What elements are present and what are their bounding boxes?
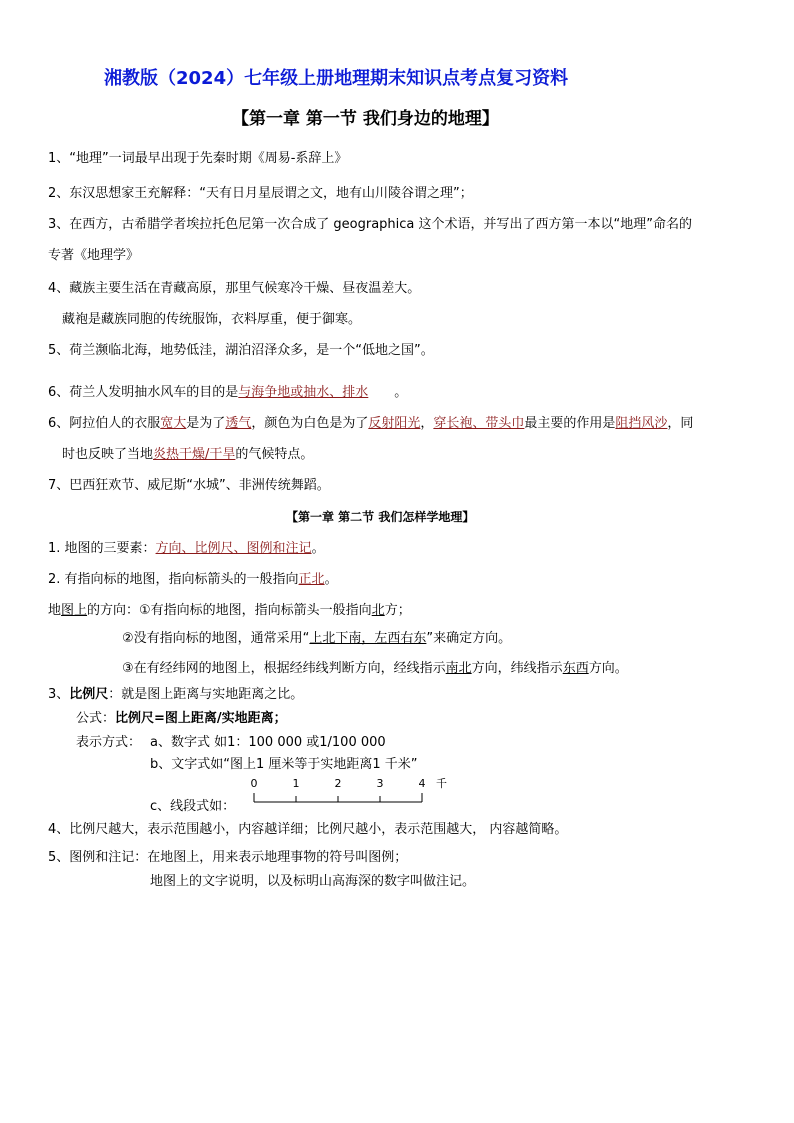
direction-seg-a: 地 [48,603,62,618]
direction-seg-b: 图上 [61,603,88,618]
scale-unit: 千 [436,777,447,790]
direction-line-2 [122,630,511,648]
line-6 [48,384,407,402]
section-heading-2: 【第一章 第二节 我们怎样学地理】 [286,510,475,524]
line-scale-bar [250,776,447,806]
direction3-seg-d: 东西 [562,661,589,676]
line-7-seg-i: 最主要的作用是 [524,416,616,431]
direction2-seg-c: ”来确定方向。 [426,631,512,646]
direction3-seg-e: 方向。 [588,661,628,676]
direction3-seg-c: 方向，纬线指示 [471,661,563,676]
scale-def-text: ：就是图上距离与实地距离之比。 [108,687,304,702]
map-line-1 [48,540,325,558]
map-line-2-suffix: 。 [324,572,338,587]
legend-note-a: 5、图例和注记：在地图上，用来表示地理事物的符号叫图例； [48,850,408,865]
line-1: 1、“地理”一词最早出现于先秦时期《周易-系辞上》 [48,151,348,166]
direction-line-3 [122,660,628,678]
direction3-seg-a: ③在有经纬网的地图上，根据经纬线判断方向，经线指示 [122,661,446,676]
direction3-seg-b: 南北 [445,661,472,676]
line-8: 7、巴西狂欢节、威尼斯“水城”、非洲传统舞蹈。 [48,478,330,493]
direction2-seg-a: ②没有指向标的地图，通常采用“ [122,631,310,646]
line-7b-seg-c: 的气候特点。 [235,447,314,462]
formula-label: 公式： [76,711,116,726]
representation-c: c、线段式如： [150,799,236,814]
document-title: 湘教版（2024）七年级上册地理期末知识点考点复习资料 [104,68,569,89]
scale-tick-3: 3 [376,777,384,790]
scale-def-num: 3、 [48,687,70,702]
legend-note-b: 地图上的文字说明，以及标明山高海深的数字叫做注记。 [150,874,476,889]
line-4b: 藏袍是藏族同胞的传统服饰，衣料厚重，便于御寒。 [62,312,362,327]
line-3b: 专著《地理学》 [48,248,140,263]
line-7-seg-g: ， [420,416,434,431]
answer-robe-turban: 穿长袍、带头巾 [433,416,525,431]
answer-hot-dry: 炎热干燥/干旱 [153,447,236,462]
direction-line-1 [48,602,411,620]
line-7 [48,415,693,433]
representation-label: 表示方式： [76,735,142,750]
direction-seg-c: 的方向：①有指向标的地图，指向标箭头一般指向 [87,603,372,618]
line-5: 5、荷兰濒临北海，地势低洼，湖泊沼泽众多，是一个“低地之国”。 [48,343,434,358]
line-7b-seg-a: 时也反映了当地 [62,447,154,462]
answer-reflect-sun: 反射阳光 [368,416,421,431]
line-6-suffix: 。 [394,385,408,400]
map-line-2-prefix: 2. 有指向标的地图，指向标箭头的一般指向 [48,572,299,587]
line-3a: 3、在西方，古希腊学者埃拉托色尼第一次合成了 geographica 这个术语，并写出了西方第一本以“地理”命名的 [48,217,692,232]
answer-north: 正北 [298,572,325,587]
formula-text: 比例尺=图上距离/实地距离； [115,711,287,726]
direction2-seg-b: 上北下南，左西右东 [309,631,427,646]
answer-three-elements: 方向、比例尺、图例和注记 [155,541,312,556]
section-heading-1: 【第一章 第一节 我们身边的地理】 [232,109,499,129]
representation-b: b、文字式如“图上1 厘米等于实地距离1 千米” [150,757,418,772]
line-7-seg-c: 是为了 [186,416,226,431]
line-7-seg-a: 6、阿拉伯人的衣服 [48,416,161,431]
map-line-1-suffix: 。 [311,541,325,556]
line-7-seg-k: ，同 [667,416,694,431]
answer-loose: 宽大 [160,416,187,431]
scale-tick-0: 0 [250,777,258,790]
scale-tick-4: 4 [418,777,426,790]
direction-seg-e: 方； [384,603,411,618]
direction-seg-d: 北 [371,603,385,618]
line-4a: 4、藏族主要生活在青藏高原，那里气候寒冷干燥、昼夜温差大。 [48,281,421,296]
scale-size-note: 4、比例尺越大，表示范围越小，内容越详细；比例尺越小，表示范围越大， 内容越简略。 [48,822,568,837]
scale-definition [48,686,303,704]
answer-breathable: 透气 [225,416,252,431]
map-line-1-prefix: 1. 地图的三要素： [48,541,156,556]
answer-block-sand: 阻挡风沙 [615,416,668,431]
answer-windmill: 与海争地或抽水、排水 [238,385,369,400]
scale-def-term: 比例尺 [69,687,109,702]
line-2: 2、东汉思想家王充解释：“天有日月星辰谓之文，地有山川陵谷谓之理”； [48,186,473,201]
scale-tick-1: 1 [292,777,300,790]
scale-tick-2: 2 [334,777,342,790]
map-line-2 [48,571,338,589]
line-6-prefix: 6、荷兰人发明抽水风车的目的是 [48,385,239,400]
line-7-seg-e: ，颜色为白色是为了 [251,416,369,431]
line-7b [62,446,313,464]
representation-a: a、数字式 如1：100 000 或1/100 000 [150,735,386,750]
scale-formula [76,710,287,728]
